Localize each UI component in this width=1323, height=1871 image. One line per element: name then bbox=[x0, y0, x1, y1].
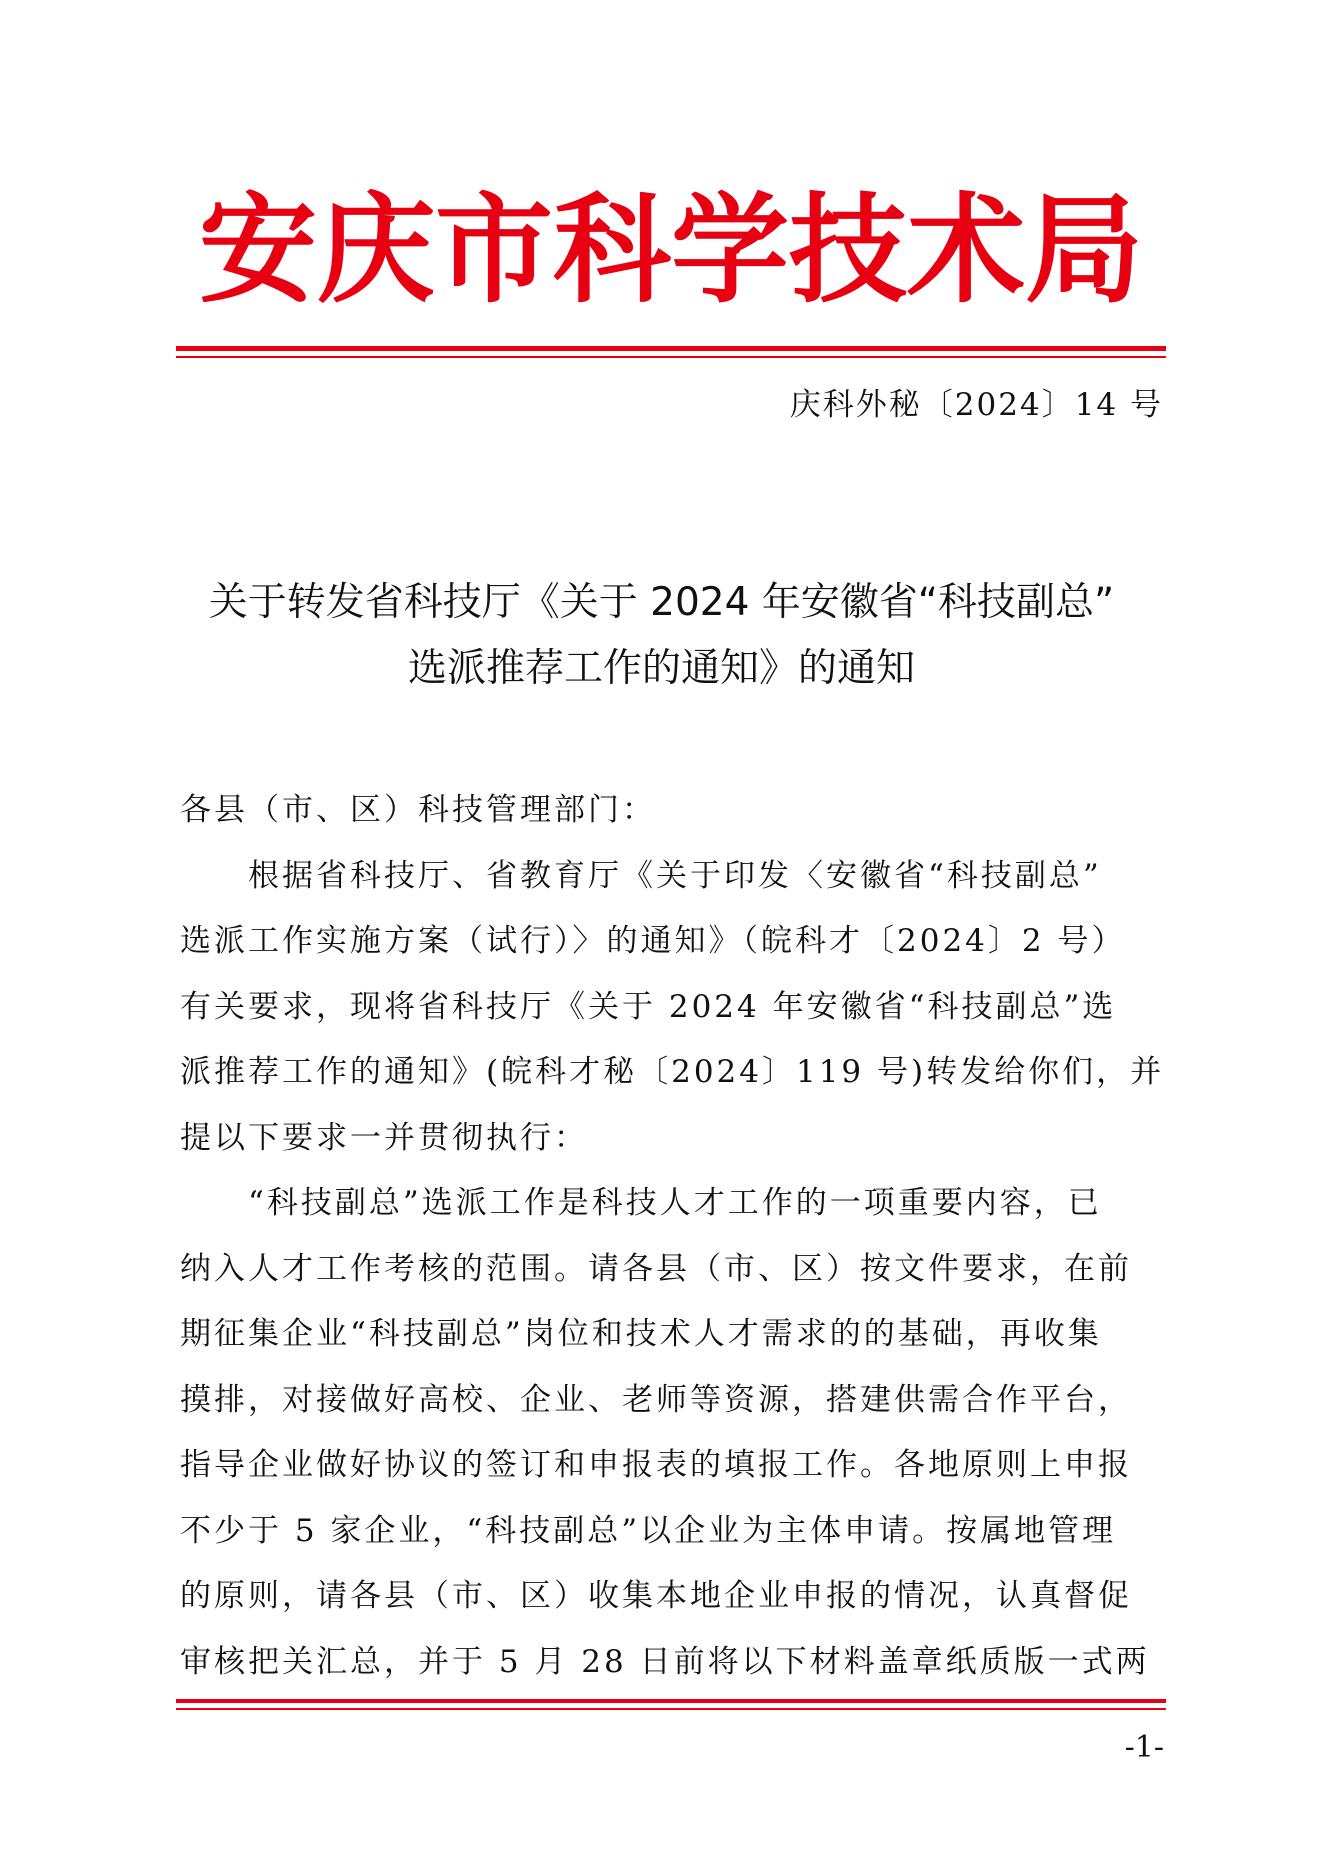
paragraph-1-line: 派推荐工作的通知》(皖科才秘〔2024〕119 号)转发给你们，并 bbox=[180, 1054, 1165, 1090]
page-number: -1- bbox=[1124, 1730, 1164, 1765]
document-body bbox=[180, 778, 1164, 1695]
masthead-red-rule-thick bbox=[176, 346, 1166, 351]
paragraph-2-line: 纳入人才工作考核的范围。请各县（市、区）按文件要求，在前 bbox=[180, 1250, 1132, 1287]
paragraph-2-line: 的原则，请各县（市、区）收集本地企业申报的情况，认真督促 bbox=[180, 1578, 1132, 1614]
document-title-line-2: 选派推荐工作的通知》的通知 bbox=[407, 646, 915, 691]
paragraph-1-line: 根据省科技厅、省教育厅《关于印发〈安徽省“科技副总” bbox=[248, 857, 1102, 894]
paragraph-2-line: 摸排，对接做好高校、企业、老师等资源，搭建供需合作平台， bbox=[180, 1381, 1132, 1418]
paragraph-2-line: 指导企业做好协议的签订和申报表的填报工作。各地原则上申报 bbox=[180, 1447, 1132, 1483]
paragraph-1-line: 选派工作实施方案（试行）〉的通知》（皖科才〔2024〕2 号） bbox=[180, 923, 1126, 959]
paragraph-2-line: “科技副总”选派工作是科技人才工作的一项重要内容，已 bbox=[248, 1185, 1102, 1221]
footer-red-rule-thin bbox=[176, 1708, 1166, 1710]
paragraph-1-line: 提以下要求一并贯彻执行： bbox=[180, 1119, 588, 1156]
masthead-org-name: 安庆市科学技术局 bbox=[198, 180, 1143, 319]
footer-red-rule-thick bbox=[176, 1699, 1166, 1703]
paragraph-2-line: 审核把关汇总，并于 5 月 28 日前将以下材料盖章纸质版一式两 bbox=[180, 1643, 1150, 1680]
document-title-line-1: 关于转发省科技厅《关于 2024 年安徽省“科技副总” bbox=[208, 580, 1115, 625]
document-number: 庆科外秘〔2024〕14 号 bbox=[789, 387, 1163, 423]
paragraph-1-line: 有关要求，现将省科技厅《关于 2024 年安徽省“科技副总”选 bbox=[180, 988, 1117, 1025]
document-title bbox=[150, 570, 1173, 702]
recipient-line: 各县（市、区）科技管理部门： bbox=[180, 792, 656, 828]
paragraph-2-line: 不少于 5 家企业，“科技副总”以企业为主体申请。按属地管理 bbox=[180, 1512, 1117, 1549]
paragraph-2-line: 期征集企业“科技副总”岗位和技术人才需求的的基础，再收集 bbox=[180, 1316, 1102, 1352]
masthead-red-rule-thin bbox=[176, 356, 1166, 358]
